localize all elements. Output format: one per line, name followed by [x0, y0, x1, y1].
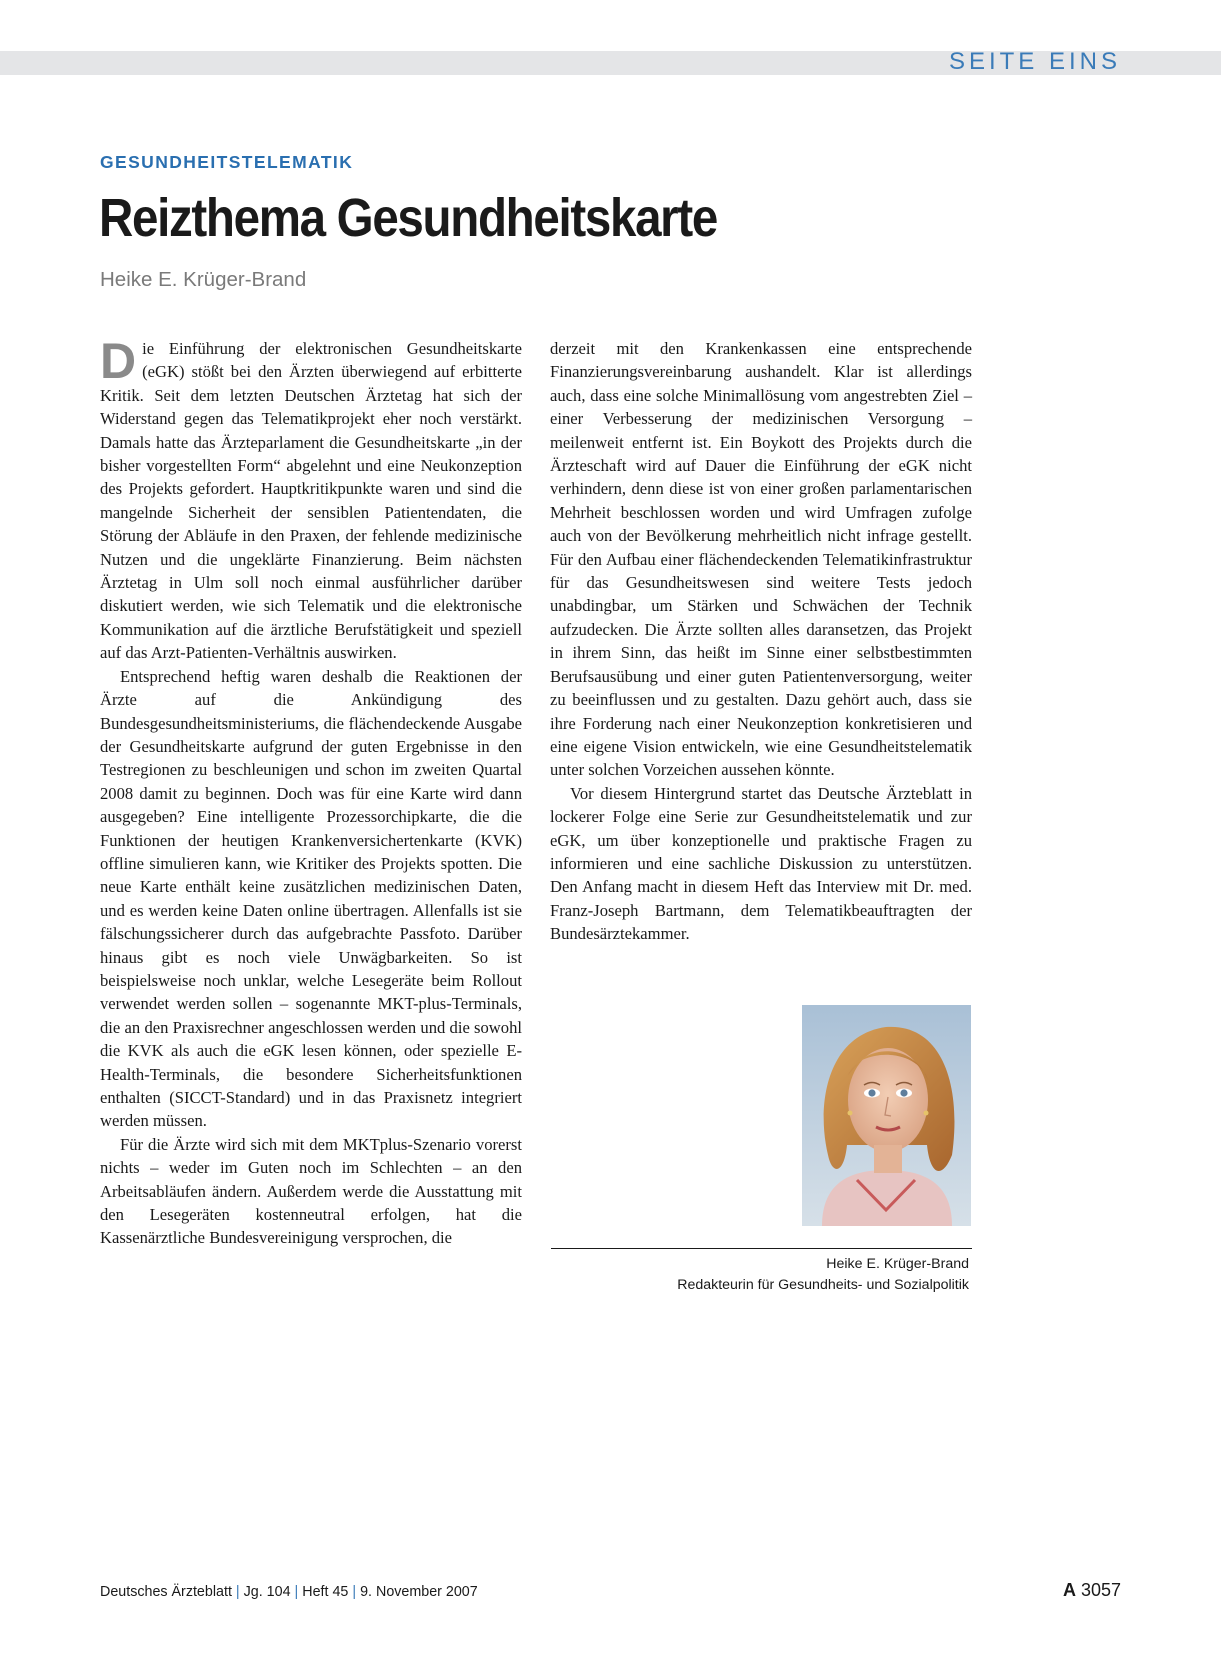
page-prefix: A: [1062, 1580, 1076, 1600]
author-photo: [802, 1005, 971, 1226]
footer-volume: Jg. 104: [243, 1584, 291, 1600]
text-column-right: [550, 337, 972, 946]
caption-name: Heike E. Krüger-Brand: [826, 1256, 969, 1272]
footer-journal: Deutsches Ärzteblatt: [100, 1584, 232, 1600]
paragraph: Für die Ärzte wird sich mit dem MKTplus-Szenario vorerst nichts – weder im Guten noch im Schlechten – an den Arbeitsabläufen ändern. Außerdem werde die Ausstattung mit den Lesegeräten kostenneutral erfolgen, hat die Kassenärztliche Bundesvereinigung versprochen, die: [100, 1134, 522, 1248]
footer-separator: |: [235, 1584, 240, 1600]
caption-rule: [551, 1248, 972, 1249]
footer-issue: Heft 45: [302, 1584, 349, 1600]
section-label: SEITE EINS: [948, 48, 1121, 75]
page-number-value: 3057: [1080, 1580, 1121, 1600]
caption-role: Redakteurin für Gesundheits- und Sozialpolitik: [677, 1277, 969, 1293]
article-author: Heike E. Krüger-Brand: [100, 268, 307, 291]
paragraph: Entsprechend heftig waren deshalb die Reaktionen der Ärzte auf die Ankündigung des Bundesgesundheitsministeriums, die flächendeckende Ausgabe der Gesundheitskarte aufgrund der guten Ergebnisse in den Testregionen zu beschleunigen und schon im zweiten Quartal 2008 damit zu beginnen. Doch was für eine Karte wird dann ausgegeben? Eine intelligente Prozessorchipkarte, die die Funktionen der heutigen Krankenversichertenkarte (KVK) offline simulieren kann, wie Kritiker des Projekts spotten. Die neue Karte enthält keine zusätzlichen medizinischen Daten, und es werden keine Daten online übertragen. Allenfalls ist sie fälschungssicherer durch das aufgebrachte Passfoto. Darüber hinaus gibt es noch viele Unwägbarkeiten. So ist beispielsweise noch unklar, welche Lesegeräte beim Rollout verwendet werden sollen – sogenannte MKT-plus-Terminals, die an den Praxisrechner angeschlossen werden und die sowohl die KVK als auch die eGK lesen können, oder spezielle E-Health-Terminals, die besondere Sicherheitsfunktionen enthalten (SICCT-Standard) und in das Praxisnetz integriert werden müssen.: [100, 666, 522, 1131]
text-column-left: [100, 333, 522, 1250]
paragraph: derzeit mit den Krankenkassen eine entsprechende Finanzierungsvereinbarung aushandelt. Klar ist allerdings auch, dass eine solche Minimallösung vom angestrebten Ziel – einer Verbesserung der medizinischen Versorgung – meilenweit entfernt ist. Ein Boykott des Projekts durch die Ärzteschaft wird auf Dauer die Einführung der eGK nicht verhindern, denn diese ist von einer großen parlamentarischen Mehrheit beschlossen worden und wird Umfragen zufolge auch von der Bevölkerung mehrheitlich nicht infrage gestellt. Für den Aufbau einer flächendeckenden Telematikinfrastruktur für das Gesundheitswesen sind weitere Tests jedoch unabdingbar, um Stärken und Schwächen der Technik aufzudecken. Die Ärzte sollten alles daransetzen, das Projekt in ihrem Sinn, das heißt im Sinne einer selbstbestimmten Berufsausübung und einer guten Patientenversorgung, weiter zu beeinflussen und zu gestalten. Dazu gehört auch, dass sie ihre Forderung nach einer Neukonzeption konkretisieren und eine eigene Vision entwickeln, wie eine Gesundheitstelematik unter solchen Vorzeichen aussehen könnte.: [550, 339, 972, 780]
paragraph: [100, 333, 522, 665]
footer-separator: |: [294, 1584, 299, 1600]
drop-cap: D: [100, 333, 137, 389]
page-number: [1063, 1580, 1121, 1601]
photo-caption: [551, 1254, 969, 1296]
footer-date: 9. November 2007: [360, 1584, 478, 1600]
paragraph-text: ie Einführung der elektronischen Gesundheitskarte (eGK) stößt bei den Ärzten überwiegend auf erbitterte Kritik. Seit dem letzten Deutschen Ärztetag hat sich der Widerstand gegen das Telematikprojekt eher noch verstärkt. Damals hatte das Ärzteparlament die Gesundheitskarte „in der bisher vorgestellten Form“ abgelehnt und eine Neukonzeption des Projekts gefordert. Hauptkritikpunkte waren und sind die mangelnde Sicherheit der sensiblen Patientendaten, die Störung der Abläufe in den Praxen, der fehlende medizinische Nutzen und die ungeklärte Finanzierung. Beim nächsten Ärztetag in Ulm soll noch einmal ausführlicher darüber diskutiert werden, wie sich Telematik und die elektronische Kommunikation auf die ärztliche Berufstätigkeit und speziell auf das Arzt-Patienten-Verhältnis auswirken.: [100, 339, 522, 663]
paragraph: Vor diesem Hintergrund startet das Deutsche Ärzteblatt in lockerer Folge eine Serie zur Gesundheitstelematik und zur eGK, um über konzeptionelle und praktische Fragen zu informieren und eine sachliche Diskussion zu unterstützen. Den Anfang macht in diesem Heft das Interview mit Dr. med. Franz-Joseph Bartmann, dem Telematikbeauftragten der Bundesärztekammer.: [550, 783, 972, 944]
footer-separator: |: [352, 1584, 357, 1600]
footer-citation: [100, 1584, 478, 1600]
article-kicker: GESUNDHEITSTELEMATIK: [100, 152, 354, 172]
article-title: Reizthema Gesundheitskarte: [99, 188, 717, 248]
